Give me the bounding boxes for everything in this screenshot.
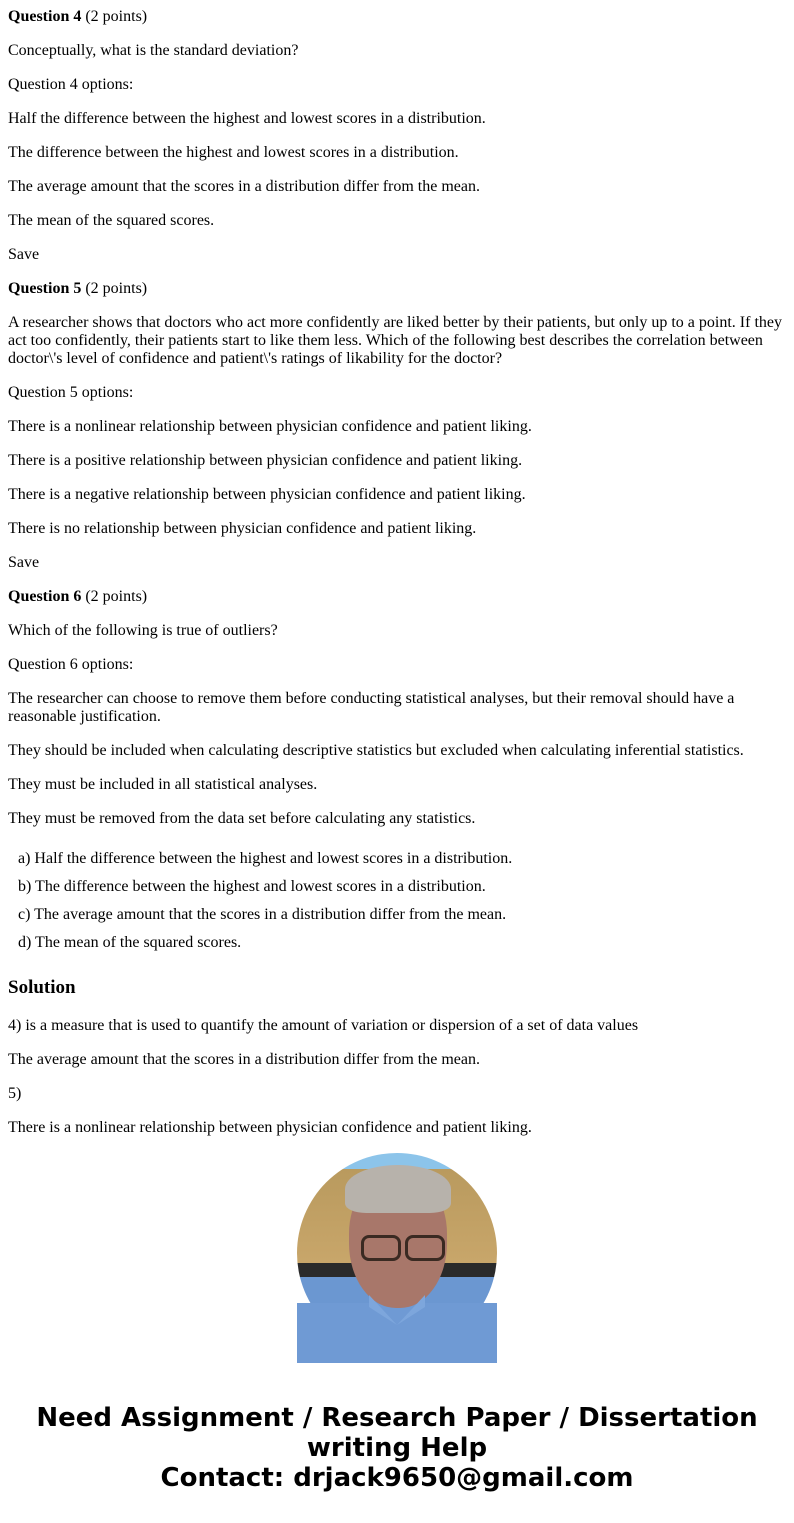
lettered-option-c: c) The average amount that the scores in a distribution differ from the mean.	[18, 906, 507, 923]
promo-banner	[0, 1403, 794, 1493]
question-label: Question 5	[8, 280, 82, 297]
question-4-save[interactable]: Save	[8, 246, 40, 263]
question-6-option-2[interactable]: They should be included when calculating descriptive statistics but excluded when calculating inferential statistics.	[8, 742, 744, 759]
question-6-option-3[interactable]: They must be included in all statistical analyses.	[8, 776, 318, 793]
question-5-prompt: A researcher shows that doctors who act more confidently are liked better by their patients, but only up to a point. If they act too confidently, their patients start to like them less. Which of the following best describes the correlation between doctor\'s level of confidence and patient\'s ratings of likability for the doctor?	[8, 314, 782, 367]
question-5-option-1[interactable]: There is a nonlinear relationship between physician confidence and patient liking.	[8, 418, 532, 435]
question-5-option-2[interactable]: There is a positive relationship between physician confidence and patient liking.	[8, 452, 523, 469]
solution-line-2: The average amount that the scores in a distribution differ from the mean.	[8, 1051, 480, 1068]
question-5-option-3[interactable]: There is a negative relationship between physician confidence and patient liking.	[8, 486, 526, 503]
question-label: Question 4	[8, 8, 82, 25]
promo-line-2: writing Help	[306, 1433, 488, 1463]
solution-line-4: There is a nonlinear relationship between physician confidence and patient liking.	[8, 1119, 532, 1136]
question-4-prompt: Conceptually, what is the standard deviation?	[8, 42, 299, 59]
question-6-option-1[interactable]: The researcher can choose to remove them before conducting statistical analyses, but their removal should have a reasonable justification.	[8, 690, 735, 725]
solution-heading: Solution	[8, 977, 76, 998]
question-4-option-3[interactable]: The average amount that the scores in a distribution differ from the mean.	[8, 178, 480, 195]
avatar-glasses-right	[405, 1235, 445, 1261]
lettered-option-a: a) Half the difference between the highest and lowest scores in a distribution.	[18, 850, 513, 867]
question-label: Question 6	[8, 588, 82, 605]
question-4-option-2[interactable]: The difference between the highest and lowest scores in a distribution.	[8, 144, 459, 161]
question-4-option-1[interactable]: Half the difference between the highest and lowest scores in a distribution.	[8, 110, 486, 127]
question-6-prompt: Which of the following is true of outliers?	[8, 622, 278, 639]
solution-line-3: 5)	[8, 1085, 22, 1102]
lettered-option-d: d) The mean of the squared scores.	[18, 934, 242, 951]
tutor-avatar	[297, 1153, 497, 1353]
question-4-option-4[interactable]: The mean of the squared scores.	[8, 212, 215, 229]
avatar-hair	[345, 1165, 451, 1213]
avatar-shirt	[297, 1303, 497, 1363]
question-5-option-4[interactable]: There is no relationship between physician confidence and patient liking.	[8, 520, 477, 537]
solution-line-1: 4) is a measure that is used to quantify the amount of variation or dispersion of a set of data values	[8, 1017, 639, 1034]
question-4-header	[0, 8, 794, 26]
question-5-header	[0, 280, 794, 298]
lettered-option-b: b) The difference between the highest and lowest scores in a distribution.	[18, 878, 486, 895]
promo-line-1: Need Assignment / Research Paper / Dissertation	[36, 1403, 758, 1433]
question-6-options-label: Question 6 options:	[8, 656, 134, 673]
question-points: (2 points)	[85, 8, 148, 25]
question-4-options-label: Question 4 options:	[8, 76, 134, 93]
question-6-option-4[interactable]: They must be removed from the data set before calculating any statistics.	[8, 810, 476, 827]
avatar-glasses-left	[361, 1235, 401, 1261]
question-5-options-label: Question 5 options:	[8, 384, 134, 401]
promo-contact[interactable]: Contact: drjack9650@gmail.com	[160, 1463, 634, 1493]
question-points: (2 points)	[85, 588, 148, 605]
question-6-header	[0, 588, 794, 606]
question-points: (2 points)	[85, 280, 148, 297]
question-5-save[interactable]: Save	[8, 554, 40, 571]
